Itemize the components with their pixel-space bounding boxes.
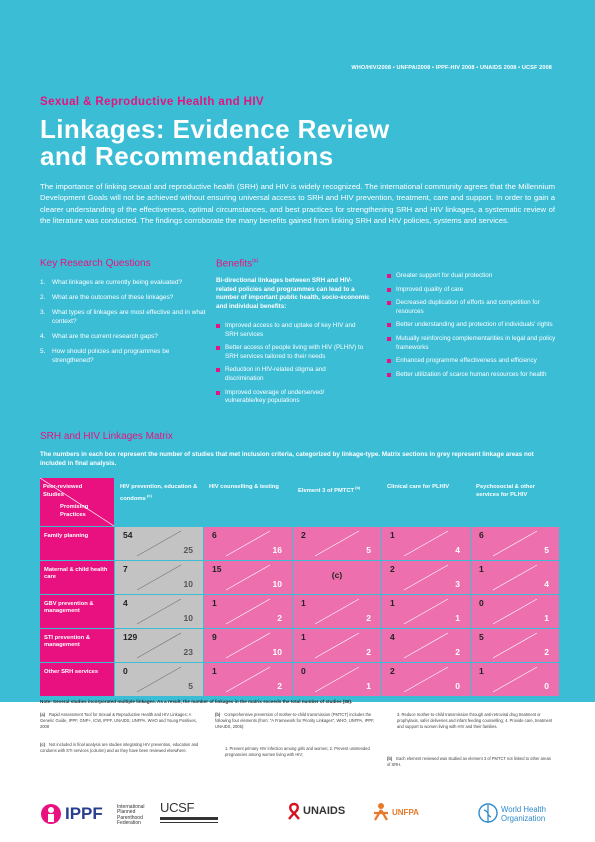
- peer-reviewed-count: 2: [390, 666, 395, 676]
- promising-practices-count: 1: [544, 613, 549, 624]
- matrix-column-header: Element 3 of PMTCT $^{(b)}$: [293, 478, 381, 526]
- intro-paragraph: The importance of linking sexual and reproductive health (SRH) and HIV is widely recognized. The international community agrees that the Millennium Development Goals will not be achieved without ensuring universal access to SRH and HIV prevention, treatment, care and support. In order to gain a clearer understanding of the effectiveness, optimal circumstances, and best practices for strengthening SRH and HIV linkages, a systematic review of the literature was conducted. The findings corroborate the many benefits gained from linking SRH and HIV policies, systems and services.: [40, 182, 555, 226]
- bullet-icon: [216, 324, 220, 328]
- peer-reviewed-count: 4: [390, 632, 395, 642]
- bullet-icon: [387, 337, 391, 341]
- matrix-cell: [382, 561, 470, 594]
- corner-bottom-label: Promising Practices: [60, 504, 89, 518]
- promising-practices-count: 4: [544, 579, 549, 590]
- ref-b-list-2: 3. Reduce mother-to-child transmission through anti-retroviral drug treatment or prophylaxis, safer deliveries and infant feeding counselling; 4. Provide care, treatment and support to women living with HIV and their families.: [397, 712, 553, 729]
- bullet-icon: [387, 274, 391, 278]
- peer-reviewed-count: 0: [479, 598, 484, 608]
- list-item: Reduction in HIV-related stigma and discrimination: [216, 366, 366, 383]
- key-questions-list: [40, 278, 210, 371]
- unfpa-figure-icon: [372, 802, 390, 822]
- matrix-cell: [382, 527, 470, 560]
- ippf-logo: IPPF International Planned Parenthood Federation: [40, 800, 120, 828]
- cell-divider: [293, 629, 381, 662]
- cell-divider: [293, 595, 381, 628]
- list-item: 1. What linkages are currently being evaluated?: [40, 279, 183, 286]
- corner-top-label: Peer-reviewed Studies: [43, 484, 83, 498]
- matrix-column-header: HIV prevention, education & condoms $^{(c)}$: [115, 478, 203, 526]
- cell-divider: [115, 663, 203, 696]
- credits-line: WHO/HIV/2008 • UNFPA/2008 • IPPF-HIV 2008 • UNAIDS 2008 • UCSF 2008: [351, 65, 552, 71]
- matrix-heading: SRH and HIV Linkages Matrix: [40, 431, 173, 442]
- promising-practices-count: 2: [366, 613, 371, 624]
- list-item: Better utilization of scarce human resources for health: [387, 371, 557, 380]
- title-line-1: Linkages: Evidence Review: [40, 114, 390, 144]
- peer-reviewed-count: 2: [390, 564, 395, 574]
- peer-reviewed-count: 1: [212, 666, 217, 676]
- matrix-cell: [293, 629, 381, 662]
- unfpa-logo: UNFPA: [372, 800, 432, 828]
- promising-practices-count: 1: [455, 613, 460, 624]
- peer-reviewed-count: 4: [123, 598, 128, 608]
- matrix-cell: [293, 561, 381, 594]
- promising-practices-count: 10: [183, 579, 193, 590]
- matrix-cell: [204, 595, 292, 628]
- bullet-icon: [216, 368, 220, 372]
- matrix-cell: [471, 595, 559, 628]
- matrix-row-label: GBV prevention & management: [40, 595, 114, 628]
- ippf-emblem-icon: [40, 802, 62, 826]
- matrix-row-label: Maternal & child health care: [40, 561, 114, 594]
- peer-reviewed-count: 0: [301, 666, 306, 676]
- peer-reviewed-count: 1: [390, 598, 395, 608]
- matrix-cell: [293, 663, 381, 696]
- ref-b2: (b) Each element reviewed was studied as element 3 of PMTCT not linked to other areas of SRH.: [387, 756, 551, 767]
- promising-practices-count: 2: [455, 647, 460, 658]
- list-item: 4. What are the current research gaps?: [40, 333, 158, 340]
- matrix-cell: [115, 629, 203, 662]
- ref-c: (c) Not included in final analysis are studies integrating HIV prevention, education and condoms with STI services (column) and as they have been reviewed elsewhere.: [40, 742, 199, 753]
- matrix-cell: [115, 663, 203, 696]
- cell-divider: [204, 527, 292, 560]
- peer-reviewed-count: 1: [479, 666, 484, 676]
- matrix-cell: [471, 561, 559, 594]
- cell-divider: [471, 595, 559, 628]
- peer-reviewed-count: 7: [123, 564, 128, 574]
- list-item: Improved access to and uptake of key HIV and SRH services: [216, 322, 366, 339]
- cell-divider: [471, 629, 559, 662]
- matrix-cell: [204, 527, 292, 560]
- peer-reviewed-count: 15: [212, 564, 222, 574]
- promising-practices-count: 4: [455, 545, 460, 556]
- red-ribbon-icon: [287, 802, 301, 820]
- matrix-cell: [293, 595, 381, 628]
- peer-reviewed-count: 5: [479, 632, 484, 642]
- matrix-column-header: Psychosocial & other services for PLHIV: [471, 478, 559, 526]
- list-item: 2. What are the outcomes of these linkages?: [40, 294, 174, 301]
- cell-divider: [382, 561, 470, 594]
- matrix-cell: [471, 629, 559, 662]
- cell-divider: [382, 527, 470, 560]
- promising-practices-count: 5: [366, 545, 371, 556]
- list-item: Improved coverage of underserved/ vulnerable/key populations: [216, 389, 366, 406]
- list-item: Improved quality of care: [387, 286, 557, 295]
- matrix-description: The numbers in each box represent the number of studies that met inclusion criteria, categorized by linkage-type. Matrix sections in grey represent linkage areas not included in final analysis.: [40, 451, 534, 467]
- matrix-corner: [40, 478, 114, 526]
- matrix-cell-value: (c): [331, 570, 343, 580]
- peer-reviewed-count: 1: [301, 632, 306, 642]
- ref-b: (b) Comprehensive prevention of mother-to-child transmission (PMTCT) includes the following four elements (from: "A Framework for Priority Linkages", WHO, UNFPA, IPPF, UNAIDS, 2005):: [215, 712, 375, 729]
- peer-reviewed-count: 1: [479, 564, 484, 574]
- matrix-column-header: HIV counselling & testing: [204, 478, 292, 526]
- matrix-cell: [382, 595, 470, 628]
- matrix-cell: [115, 527, 203, 560]
- list-item: 3. What types of linkages are most effective and in what context?: [40, 309, 206, 325]
- ref-b-list: 1. Prevent primary HIV infection among girls and women; 2. Prevent unintended pregnancies among women living with HIV;: [225, 746, 370, 757]
- cell-divider: [471, 527, 559, 560]
- list-item: Decreased duplication of efforts and competition for resources: [387, 299, 557, 316]
- promising-practices-count: 5: [544, 545, 549, 556]
- cell-divider: [382, 595, 470, 628]
- bullet-icon: [387, 373, 391, 377]
- key-questions-heading: Key Research Questions: [40, 258, 151, 269]
- who-emblem-icon: [478, 802, 498, 826]
- promising-practices-count: 16: [272, 545, 282, 556]
- unaids-logo: UNAIDS: [287, 800, 357, 828]
- benefits-heading: Benefits$^{(a)}$: [216, 258, 259, 270]
- promising-practices-count: 10: [272, 579, 282, 590]
- matrix-cell: [204, 663, 292, 696]
- promising-practices-count: 2: [277, 681, 282, 692]
- peer-reviewed-count: 2: [301, 530, 306, 540]
- bullet-icon: [216, 346, 220, 350]
- matrix-cell: [204, 561, 292, 594]
- peer-reviewed-count: 9: [212, 632, 217, 642]
- matrix-column-header: Clinical care for PLHIV: [382, 478, 470, 526]
- who-logo: World Health Organization: [478, 800, 558, 828]
- bullet-icon: [387, 323, 391, 327]
- eyebrow-title: Sexual & Reproductive Health and HIV: [40, 96, 265, 108]
- cell-divider: [204, 663, 292, 696]
- peer-reviewed-count: 6: [212, 530, 217, 540]
- peer-reviewed-count: 1: [301, 598, 306, 608]
- promising-practices-count: 2: [544, 647, 549, 658]
- cell-divider: [382, 663, 470, 696]
- benefits-list-1: [216, 322, 366, 411]
- list-item: Mutually reinforcing complementarities in legal and policy frameworks: [387, 335, 557, 352]
- page-title: [40, 116, 390, 170]
- promising-practices-count: 5: [188, 681, 193, 692]
- matrix-cell: [115, 595, 203, 628]
- benefits-list-2: [387, 272, 557, 384]
- matrix-row-label: Family planning: [40, 527, 114, 560]
- cell-divider: [293, 663, 381, 696]
- list-item: Greater support for dual protection: [387, 272, 557, 281]
- promising-practices-count: 2: [277, 613, 282, 624]
- promising-practices-count: 0: [544, 681, 549, 692]
- bullet-icon: [387, 288, 391, 292]
- cell-divider: [471, 561, 559, 594]
- matrix-note: Note: Several studies incorporated multiple linkages. As a result, the number of linkages in the matrix exceeds the total number of studies (88).: [40, 699, 353, 704]
- cell-divider: [115, 561, 203, 594]
- promising-practices-count: 1: [366, 681, 371, 692]
- peer-reviewed-count: 54: [123, 530, 133, 540]
- peer-reviewed-count: 129: [123, 632, 138, 642]
- promising-practices-count: 23: [183, 647, 193, 658]
- promising-practices-count: 2: [366, 647, 371, 658]
- promising-practices-count: 10: [183, 613, 193, 624]
- list-item: Enhanced programme effectiveness and efficiency: [387, 357, 557, 366]
- bullet-icon: [387, 301, 391, 305]
- list-item: Better access of people living with HIV (PLHIV) to SRH services tailored to their needs: [216, 344, 366, 361]
- benefits-lead: Bi-directional linkages between SRH and HIV-related policies and programmes can lead to a number of important public health, socio-economic and individual benefits:: [216, 277, 370, 310]
- matrix-cell: [471, 663, 559, 696]
- cell-divider: [204, 629, 292, 662]
- promising-practices-count: 3: [455, 579, 460, 590]
- matrix-row-label: STI prevention & management: [40, 629, 114, 662]
- cell-divider: [204, 595, 292, 628]
- bullet-icon: [216, 391, 220, 395]
- title-line-2: and Recommendations: [40, 141, 334, 171]
- promising-practices-count: 10: [272, 647, 282, 658]
- promising-practices-count: 25: [183, 545, 193, 556]
- peer-reviewed-count: 1: [390, 530, 395, 540]
- cell-divider: [382, 629, 470, 662]
- matrix-cell: [293, 527, 381, 560]
- cell-divider: [293, 527, 381, 560]
- matrix-cell: [382, 663, 470, 696]
- ucsf-logo: UCSF: [160, 800, 220, 828]
- cell-divider: [471, 663, 559, 696]
- matrix-cell: [471, 527, 559, 560]
- matrix-cell: [382, 629, 470, 662]
- peer-reviewed-count: 1: [212, 598, 217, 608]
- matrix-cell: [204, 629, 292, 662]
- bullet-icon: [387, 359, 391, 363]
- list-item: Better understanding and protection of individuals' rights: [387, 321, 557, 330]
- cell-divider: [115, 595, 203, 628]
- matrix-cell: [115, 561, 203, 594]
- linkages-matrix: [40, 478, 555, 691]
- ref-a: (a) Rapid Assessment Tool for Sexual & Reproductive Health and HIV Linkages: A Generic Guide, IPPF, GNP+, ICW, IPPF, UNAIDS, UNFPA, WHO and Young Positives, 2008: [40, 712, 197, 729]
- matrix-row-label: Other SRH services: [40, 663, 114, 696]
- peer-reviewed-count: 0: [123, 666, 128, 676]
- peer-reviewed-count: 6: [479, 530, 484, 540]
- list-item: 5. How should policies and programmes be strengthened?: [40, 348, 170, 364]
- promising-practices-count: 0: [455, 681, 460, 692]
